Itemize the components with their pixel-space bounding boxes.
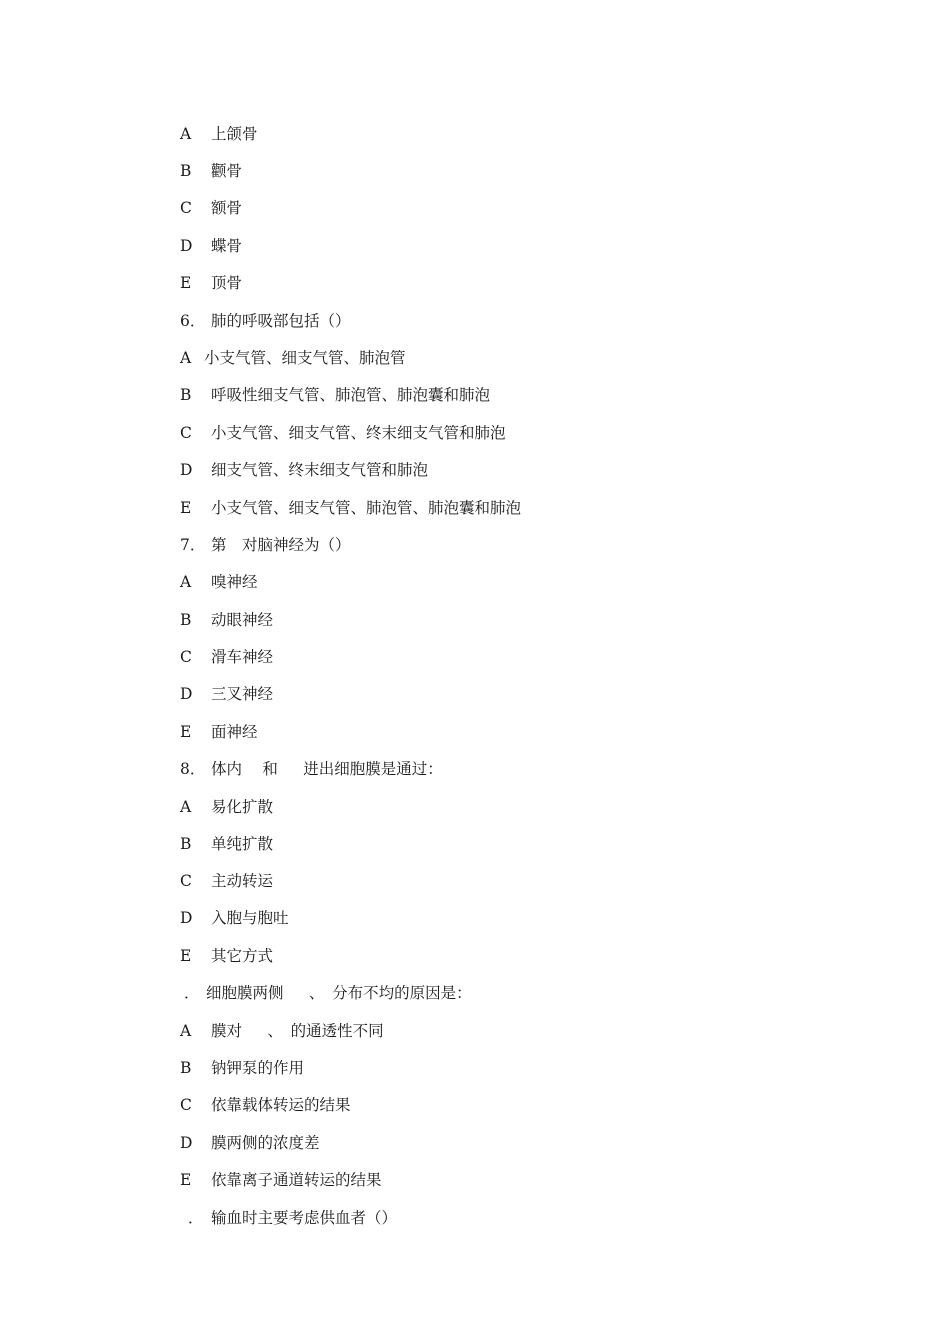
option-letter: D	[180, 237, 193, 255]
option-text: 单纯扩散	[211, 835, 274, 853]
question-text: 肺的呼吸部包括（）	[211, 312, 351, 330]
question-line	[180, 982, 472, 1004]
option-letter: C	[180, 648, 192, 666]
option-letter: B	[180, 162, 192, 180]
question-number: 6．	[180, 312, 206, 330]
question-number: ．	[184, 984, 200, 1002]
option-text: 膜两侧的浓度差	[211, 1134, 320, 1152]
option-letter: E	[180, 947, 192, 965]
option-line	[180, 347, 406, 369]
option-text: 小支气管、细支气管、终末细支气管和肺泡	[211, 424, 506, 442]
option-text: 嗅神经	[211, 573, 258, 591]
option-line	[180, 272, 242, 294]
option-line	[180, 1020, 384, 1042]
option-letter: D	[180, 685, 193, 703]
option-line	[180, 459, 428, 481]
option-letter: D	[180, 909, 193, 927]
option-line	[180, 235, 242, 257]
option-text: 钠钾泵的作用	[211, 1059, 305, 1077]
option-line	[180, 1057, 304, 1079]
question-number: 7．	[180, 536, 206, 554]
option-line	[180, 1132, 320, 1154]
option-letter: A	[180, 349, 192, 367]
option-text: 呼吸性细支气管、肺泡管、肺泡囊和肺泡	[211, 386, 491, 404]
option-line	[180, 907, 289, 929]
option-text: 细支气管、终末细支气管和肺泡	[211, 461, 429, 479]
question-number: 8．	[180, 760, 206, 778]
option-line	[180, 1094, 351, 1116]
option-letter: C	[180, 1096, 192, 1114]
option-letter: E	[180, 723, 192, 741]
option-letter: C	[180, 199, 192, 217]
option-line	[180, 384, 490, 406]
option-text: 额骨	[211, 199, 243, 217]
option-letter: A	[180, 125, 192, 143]
option-letter: C	[180, 872, 192, 890]
option-line	[180, 609, 273, 631]
question-line	[180, 758, 443, 780]
option-line	[180, 1169, 382, 1191]
option-letter: B	[180, 386, 192, 404]
option-line	[180, 422, 506, 444]
option-letter: A	[180, 573, 192, 591]
option-text: 易化扩散	[211, 798, 274, 816]
option-line	[180, 870, 273, 892]
option-line	[180, 683, 273, 705]
option-text: 依靠离子通道转运的结果	[211, 1171, 382, 1189]
option-line	[180, 646, 273, 668]
option-text: 滑车神经	[211, 648, 274, 666]
question-text: 第 对脑神经为（）	[211, 536, 351, 554]
question-line	[180, 310, 351, 332]
option-letter: E	[180, 274, 192, 292]
question-text: 体内 和 进出细胞膜是通过：	[211, 760, 443, 778]
option-text: 小支气管、细支气管、肺泡管、肺泡囊和肺泡	[211, 499, 522, 517]
option-letter: D	[180, 461, 193, 479]
option-text: 三叉神经	[211, 685, 274, 703]
option-letter: B	[180, 611, 192, 629]
option-line	[180, 197, 242, 219]
option-text: 上颌骨	[211, 125, 258, 143]
option-line	[180, 833, 273, 855]
option-line	[180, 721, 258, 743]
question-text: 输血时主要考虑供血者（）	[211, 1209, 398, 1227]
option-text: 膜对 、 的通透性不同	[211, 1022, 384, 1040]
question-line	[180, 534, 351, 556]
option-line	[180, 571, 258, 593]
option-text: 面神经	[211, 723, 258, 741]
option-text: 其它方式	[211, 947, 274, 965]
option-letter: A	[180, 798, 192, 816]
option-line	[180, 497, 521, 519]
option-letter: E	[180, 1171, 192, 1189]
option-text: 顶骨	[211, 274, 243, 292]
question-line	[180, 1207, 397, 1229]
option-letter: B	[180, 835, 192, 853]
option-text: 颧骨	[211, 162, 243, 180]
option-line	[180, 160, 242, 182]
option-text: 蝶骨	[211, 237, 243, 255]
option-letter: D	[180, 1134, 193, 1152]
option-text: 依靠载体转运的结果	[211, 1096, 351, 1114]
option-letter: B	[180, 1059, 192, 1077]
option-text: 入胞与胞吐	[211, 909, 289, 927]
option-line	[180, 796, 273, 818]
option-line	[180, 123, 258, 145]
option-text: 主动转运	[211, 872, 274, 890]
question-text: 细胞膜两侧 、 分布不均的原因是：	[206, 984, 472, 1002]
option-letter: C	[180, 424, 192, 442]
option-text: 小支气管、细支气管、肺泡管	[204, 349, 406, 367]
option-letter: E	[180, 499, 192, 517]
option-letter: A	[180, 1022, 192, 1040]
question-number: ．	[188, 1209, 204, 1227]
option-text: 动眼神经	[211, 611, 274, 629]
option-line	[180, 945, 273, 967]
